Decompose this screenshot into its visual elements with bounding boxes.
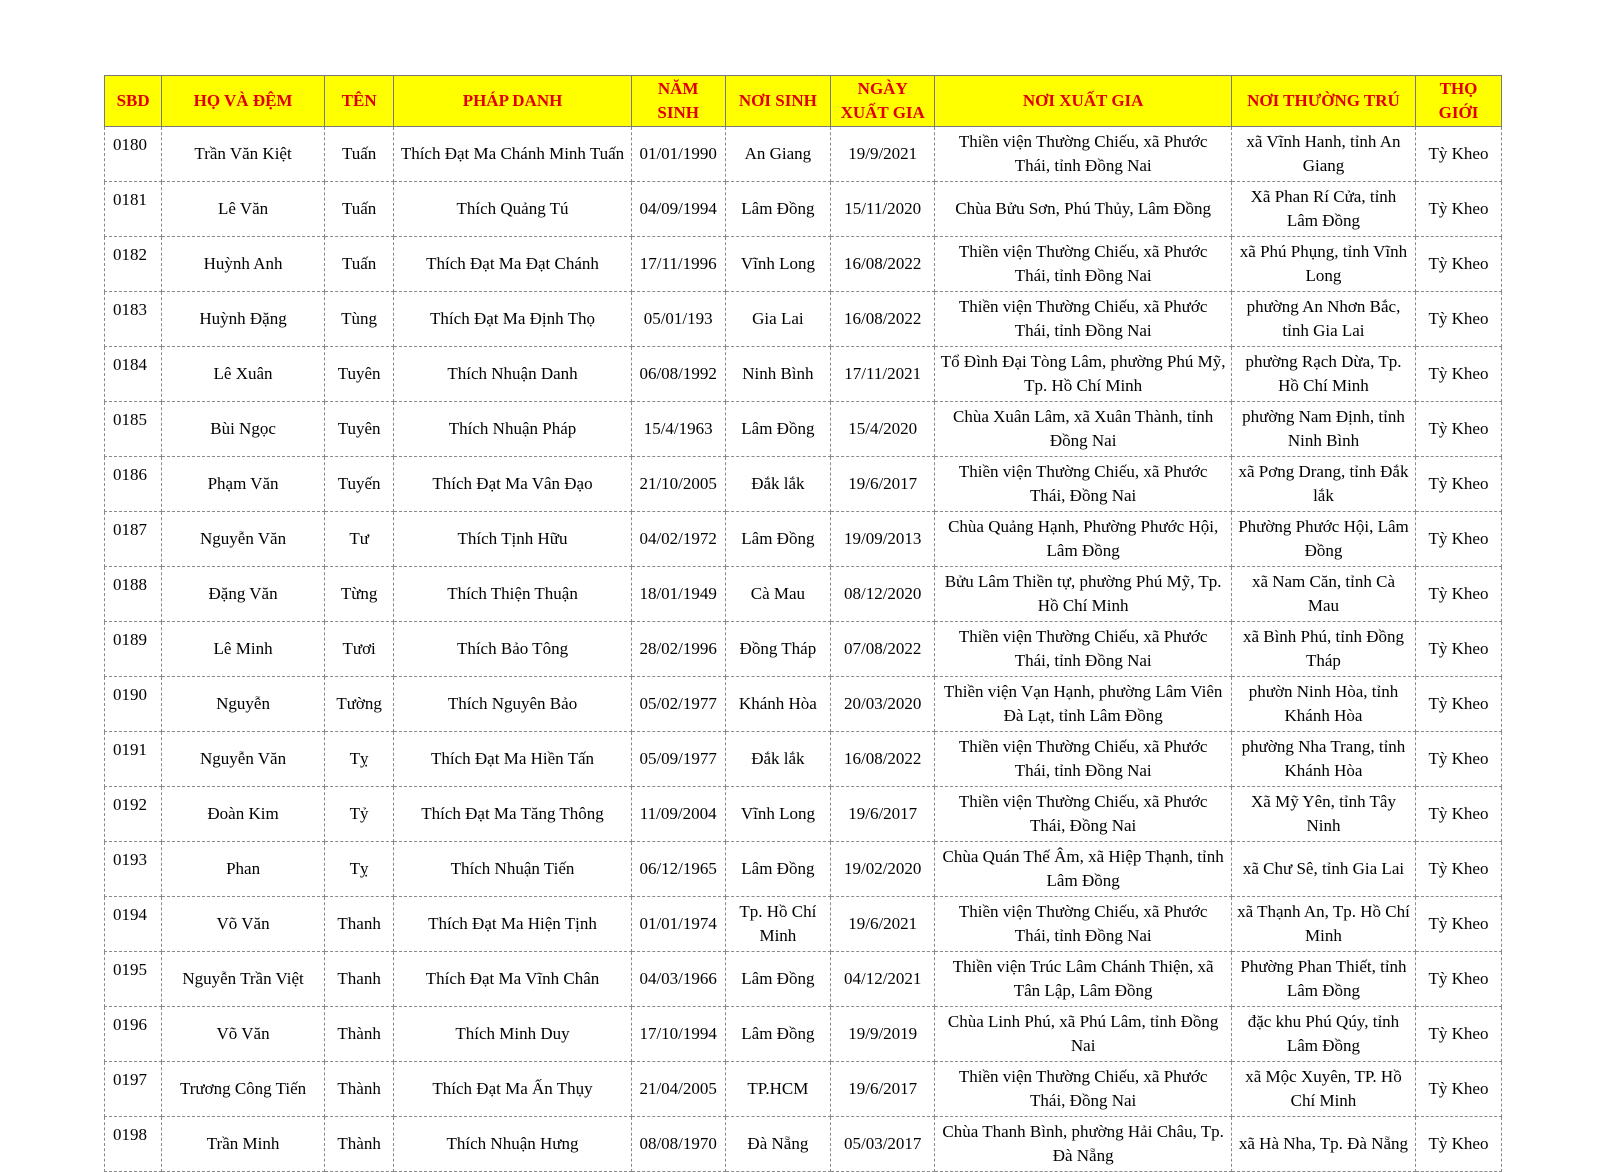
tho-gioi-cell: Tỳ Kheo <box>1416 182 1502 237</box>
noi-thuong-tru-cell: đặc khu Phú Qúy, tỉnh Lâm Đồng <box>1231 1007 1415 1062</box>
tho-gioi-cell: Tỳ Kheo <box>1416 952 1502 1007</box>
noi-sinh-cell: Lâm Đồng <box>725 402 830 457</box>
ngay-xuat-gia-cell: 16/08/2022 <box>831 732 935 787</box>
phap-danh-cell: Thích Nhuận Hưng <box>394 1117 631 1172</box>
noi-sinh-cell: Lâm Đồng <box>725 1007 830 1062</box>
sbd-cell: 0191 <box>105 732 162 787</box>
phap-danh-cell: Thích Đạt Ma Định Thọ <box>394 292 631 347</box>
sbd-cell: 0195 <box>105 952 162 1007</box>
sbd-cell: 0190 <box>105 677 162 732</box>
ho-va-dem-cell: Trần Minh <box>162 1117 325 1172</box>
nam-sinh-cell: 06/12/1965 <box>631 842 725 897</box>
sbd-cell: 0196 <box>105 1007 162 1062</box>
table-row <box>105 842 1502 897</box>
noi-xuat-gia-cell: Chùa Linh Phú, xã Phú Lâm, tỉnh Đồng Nai <box>935 1007 1232 1062</box>
noi-sinh-cell: Khánh Hòa <box>725 677 830 732</box>
noi-sinh-cell: Đắk lắk <box>725 457 830 512</box>
ten-cell: Thành <box>324 1117 394 1172</box>
phap-danh-cell: Thích Bảo Tông <box>394 622 631 677</box>
noi-thuong-tru-cell: xã Thạnh An, Tp. Hồ Chí Minh <box>1231 897 1415 952</box>
noi-xuat-gia-cell: Bửu Lâm Thiền tự, phường Phú Mỹ, Tp. Hồ Chí Minh <box>935 567 1232 622</box>
ten-cell: Tuấn <box>324 237 394 292</box>
ho-va-dem-cell: Lê Văn <box>162 182 325 237</box>
nam-sinh-cell: 04/03/1966 <box>631 952 725 1007</box>
noi-sinh-cell: Gia Lai <box>725 292 830 347</box>
ngay-xuat-gia-cell: 19/6/2017 <box>831 1062 935 1117</box>
nam-sinh-cell: 28/02/1996 <box>631 622 725 677</box>
sbd-cell: 0193 <box>105 842 162 897</box>
noi-thuong-tru-cell: xã Mộc Xuyên, TP. Hồ Chí Minh <box>1231 1062 1415 1117</box>
table-row <box>105 457 1502 512</box>
sbd-cell: 0198 <box>105 1117 162 1172</box>
tho-gioi-cell: Tỳ Kheo <box>1416 622 1502 677</box>
ngay-xuat-gia-cell: 15/4/2020 <box>831 402 935 457</box>
table-body <box>105 127 1502 1172</box>
phap-danh-cell: Thích Đạt Ma Vĩnh Chân <box>394 952 631 1007</box>
noi-sinh-cell: TP.HCM <box>725 1062 830 1117</box>
ten-cell: Tường <box>324 677 394 732</box>
tho-gioi-cell: Tỳ Kheo <box>1416 787 1502 842</box>
sbd-cell: 0184 <box>105 347 162 402</box>
header-phap-danh: PHÁP DANH <box>394 76 631 127</box>
tho-gioi-cell: Tỳ Kheo <box>1416 457 1502 512</box>
noi-sinh-cell: Ninh Bình <box>725 347 830 402</box>
noi-xuat-gia-cell: Chùa Xuân Lâm, xã Xuân Thành, tỉnh Đồng Nai <box>935 402 1232 457</box>
ho-va-dem-cell: Nguyễn Văn <box>162 512 325 567</box>
table-row <box>105 182 1502 237</box>
ngay-xuat-gia-cell: 19/02/2020 <box>831 842 935 897</box>
ho-va-dem-cell: Bùi Ngọc <box>162 402 325 457</box>
tho-gioi-cell: Tỳ Kheo <box>1416 402 1502 457</box>
table-header <box>105 76 1502 127</box>
phap-danh-cell: Thích Nhuận Tiến <box>394 842 631 897</box>
ten-cell: Tuấn <box>324 127 394 182</box>
nam-sinh-cell: 21/10/2005 <box>631 457 725 512</box>
tho-gioi-cell: Tỳ Kheo <box>1416 1117 1502 1172</box>
header-noi-xuat-gia: NƠI XUẤT GIA <box>935 76 1232 127</box>
ho-va-dem-cell: Phạm Văn <box>162 457 325 512</box>
header-row <box>105 76 1502 127</box>
ten-cell: Tỵ <box>324 732 394 787</box>
noi-sinh-cell: Vĩnh Long <box>725 237 830 292</box>
tho-gioi-cell: Tỳ Kheo <box>1416 1007 1502 1062</box>
noi-xuat-gia-cell: Thiền viện Thường Chiếu, xã Phước Thái, tỉnh Đồng Nai <box>935 292 1232 347</box>
noi-sinh-cell: Đắk lắk <box>725 732 830 787</box>
ho-va-dem-cell: Lê Minh <box>162 622 325 677</box>
noi-xuat-gia-cell: Thiền viện Thường Chiếu, xã Phước Thái, tỉnh Đồng Nai <box>935 897 1232 952</box>
nam-sinh-cell: 08/08/1970 <box>631 1117 725 1172</box>
phap-danh-cell: Thích Nhuận Danh <box>394 347 631 402</box>
tho-gioi-cell: Tỳ Kheo <box>1416 347 1502 402</box>
sbd-cell: 0182 <box>105 237 162 292</box>
noi-sinh-cell: Vĩnh Long <box>725 787 830 842</box>
ngay-xuat-gia-cell: 16/08/2022 <box>831 292 935 347</box>
ngay-xuat-gia-cell: 07/08/2022 <box>831 622 935 677</box>
nam-sinh-cell: 04/02/1972 <box>631 512 725 567</box>
header-noi-sinh: NƠI SINH <box>725 76 830 127</box>
sbd-cell: 0192 <box>105 787 162 842</box>
ten-cell: Thanh <box>324 952 394 1007</box>
phap-danh-cell: Thích Tịnh Hữu <box>394 512 631 567</box>
noi-xuat-gia-cell: Thiền viện Thường Chiếu, xã Phước Thái, tỉnh Đồng Nai <box>935 127 1232 182</box>
ngay-xuat-gia-cell: 19/6/2021 <box>831 897 935 952</box>
phap-danh-cell: Thích Minh Duy <box>394 1007 631 1062</box>
phap-danh-cell: Thích Đạt Ma Ấn Thụy <box>394 1062 631 1117</box>
noi-xuat-gia-cell: Chùa Quán Thế Âm, xã Hiệp Thạnh, tỉnh Lâm Đồng <box>935 842 1232 897</box>
nam-sinh-cell: 18/01/1949 <box>631 567 725 622</box>
sbd-cell: 0183 <box>105 292 162 347</box>
tho-gioi-cell: Tỳ Kheo <box>1416 237 1502 292</box>
ngay-xuat-gia-cell: 19/6/2017 <box>831 787 935 842</box>
ho-va-dem-cell: Đoàn Kim <box>162 787 325 842</box>
ho-va-dem-cell: Võ Văn <box>162 897 325 952</box>
phap-danh-cell: Thích Đạt Ma Chánh Minh Tuấn <box>394 127 631 182</box>
tho-gioi-cell: Tỳ Kheo <box>1416 292 1502 347</box>
sbd-cell: 0197 <box>105 1062 162 1117</box>
sbd-cell: 0181 <box>105 182 162 237</box>
table-row <box>105 1117 1502 1172</box>
noi-thuong-tru-cell: xã Pơng Drang, tỉnh Đắk lắk <box>1231 457 1415 512</box>
tho-gioi-cell: Tỳ Kheo <box>1416 1062 1502 1117</box>
table-row <box>105 1062 1502 1117</box>
noi-sinh-cell: Lâm Đồng <box>725 182 830 237</box>
nam-sinh-cell: 17/11/1996 <box>631 237 725 292</box>
table-row <box>105 402 1502 457</box>
phap-danh-cell: Thích Đạt Ma Hiện Tịnh <box>394 897 631 952</box>
ten-cell: Từng <box>324 567 394 622</box>
noi-thuong-tru-cell: xã Nam Căn, tỉnh Cà Mau <box>1231 567 1415 622</box>
header-tho-gioi: THỌ GIỚI <box>1416 76 1502 127</box>
nam-sinh-cell: 06/08/1992 <box>631 347 725 402</box>
noi-xuat-gia-cell: Thiền viện Thường Chiếu, xã Phước Thái, tỉnh Đồng Nai <box>935 622 1232 677</box>
ten-cell: Tỷ <box>324 787 394 842</box>
phap-danh-cell: Thích Đạt Ma Hiền Tấn <box>394 732 631 787</box>
ngay-xuat-gia-cell: 08/12/2020 <box>831 567 935 622</box>
nam-sinh-cell: 17/10/1994 <box>631 1007 725 1062</box>
nam-sinh-cell: 05/01/193 <box>631 292 725 347</box>
table-row <box>105 567 1502 622</box>
tho-gioi-cell: Tỳ Kheo <box>1416 732 1502 787</box>
nam-sinh-cell: 21/04/2005 <box>631 1062 725 1117</box>
ngay-xuat-gia-cell: 17/11/2021 <box>831 347 935 402</box>
noi-xuat-gia-cell: Chùa Thanh Bình, phường Hải Châu, Tp. Đà Nẵng <box>935 1117 1232 1172</box>
tho-gioi-cell: Tỳ Kheo <box>1416 567 1502 622</box>
ho-va-dem-cell: Huỳnh Đặng <box>162 292 325 347</box>
nam-sinh-cell: 01/01/1990 <box>631 127 725 182</box>
ngay-xuat-gia-cell: 05/03/2017 <box>831 1117 935 1172</box>
table-row <box>105 897 1502 952</box>
table-row <box>105 292 1502 347</box>
ngay-xuat-gia-cell: 19/09/2013 <box>831 512 935 567</box>
table-row <box>105 732 1502 787</box>
ho-va-dem-cell: Nguyễn <box>162 677 325 732</box>
noi-xuat-gia-cell: Thiền viện Thường Chiếu, xã Phước Thái, Đồng Nai <box>935 457 1232 512</box>
noi-sinh-cell: Lâm Đồng <box>725 512 830 567</box>
table-row <box>105 127 1502 182</box>
noi-xuat-gia-cell: Thiền viện Thường Chiếu, xã Phước Thái, Đồng Nai <box>935 787 1232 842</box>
phap-danh-cell: Thích Nhuận Pháp <box>394 402 631 457</box>
ten-cell: Tư <box>324 512 394 567</box>
table-row <box>105 787 1502 842</box>
noi-xuat-gia-cell: Chùa Bửu Sơn, Phú Thủy, Lâm Đồng <box>935 182 1232 237</box>
nam-sinh-cell: 15/4/1963 <box>631 402 725 457</box>
ngay-xuat-gia-cell: 19/9/2021 <box>831 127 935 182</box>
header-sbd: SBD <box>105 76 162 127</box>
ten-cell: Tùng <box>324 292 394 347</box>
ten-cell: Tuyến <box>324 457 394 512</box>
ho-va-dem-cell: Võ Văn <box>162 1007 325 1062</box>
noi-thuong-tru-cell: phường Rạch Dừa, Tp. Hồ Chí Minh <box>1231 347 1415 402</box>
tho-gioi-cell: Tỳ Kheo <box>1416 677 1502 732</box>
ten-cell: Tuyên <box>324 347 394 402</box>
sbd-cell: 0180 <box>105 127 162 182</box>
header-nam-sinh: NĂM SINH <box>631 76 725 127</box>
noi-sinh-cell: Đà Nẵng <box>725 1117 830 1172</box>
tho-gioi-cell: Tỳ Kheo <box>1416 897 1502 952</box>
header-ngay-xuat-gia: NGÀY XUẤT GIA <box>831 76 935 127</box>
sbd-cell: 0194 <box>105 897 162 952</box>
ho-va-dem-cell: Phan <box>162 842 325 897</box>
ten-cell: Thanh <box>324 897 394 952</box>
ho-va-dem-cell: Trương Công Tiến <box>162 1062 325 1117</box>
nam-sinh-cell: 05/02/1977 <box>631 677 725 732</box>
noi-xuat-gia-cell: Thiền viện Thường Chiếu, xã Phước Thái, tỉnh Đồng Nai <box>935 732 1232 787</box>
noi-xuat-gia-cell: Thiền viện Thường Chiếu, xã Phước Thái, Đồng Nai <box>935 1062 1232 1117</box>
ten-cell: Tươi <box>324 622 394 677</box>
noi-thuong-tru-cell: xã Bình Phú, tỉnh Đồng Tháp <box>1231 622 1415 677</box>
ngay-xuat-gia-cell: 04/12/2021 <box>831 952 935 1007</box>
ho-va-dem-cell: Nguyễn Văn <box>162 732 325 787</box>
noi-sinh-cell: Lâm Đồng <box>725 842 830 897</box>
table-row <box>105 1007 1502 1062</box>
sbd-cell: 0187 <box>105 512 162 567</box>
ngay-xuat-gia-cell: 20/03/2020 <box>831 677 935 732</box>
noi-sinh-cell: Lâm Đồng <box>725 952 830 1007</box>
noi-xuat-gia-cell: Thiền viện Trúc Lâm Chánh Thiện, xã Tân Lập, Lâm Đồng <box>935 952 1232 1007</box>
phap-danh-cell: Thích Đạt Ma Tăng Thông <box>394 787 631 842</box>
noi-sinh-cell: An Giang <box>725 127 830 182</box>
noi-thuong-tru-cell: xã Phú Phụng, tỉnh Vĩnh Long <box>1231 237 1415 292</box>
nam-sinh-cell: 11/09/2004 <box>631 787 725 842</box>
header-ten: TÊN <box>324 76 394 127</box>
phap-danh-cell: Thích Thiện Thuận <box>394 567 631 622</box>
nam-sinh-cell: 05/09/1977 <box>631 732 725 787</box>
tho-gioi-cell: Tỳ Kheo <box>1416 842 1502 897</box>
nam-sinh-cell: 04/09/1994 <box>631 182 725 237</box>
ngay-xuat-gia-cell: 15/11/2020 <box>831 182 935 237</box>
ho-va-dem-cell: Đặng Văn <box>162 567 325 622</box>
header-noi-thuong-tru: NƠI THƯỜNG TRÚ <box>1231 76 1415 127</box>
noi-thuong-tru-cell: phường Nam Định, tỉnh Ninh Bình <box>1231 402 1415 457</box>
table-row <box>105 622 1502 677</box>
noi-xuat-gia-cell: Tổ Đình Đại Tòng Lâm, phường Phú Mỹ, Tp. Hồ Chí Minh <box>935 347 1232 402</box>
noi-xuat-gia-cell: Thiền viện Vạn Hạnh, phường Lâm Viên Đà Lạt, tỉnh Lâm Đồng <box>935 677 1232 732</box>
noi-sinh-cell: Đồng Tháp <box>725 622 830 677</box>
header-ho-va-dem: HỌ VÀ ĐỆM <box>162 76 325 127</box>
table-row <box>105 677 1502 732</box>
noi-thuong-tru-cell: xã Hà Nha, Tp. Đà Nẵng <box>1231 1117 1415 1172</box>
table-row <box>105 512 1502 567</box>
noi-xuat-gia-cell: Chùa Quảng Hạnh, Phường Phước Hội, Lâm Đồng <box>935 512 1232 567</box>
noi-thuong-tru-cell: Phường Phước Hội, Lâm Đồng <box>1231 512 1415 567</box>
tho-gioi-cell: Tỳ Kheo <box>1416 127 1502 182</box>
sbd-cell: 0185 <box>105 402 162 457</box>
noi-thuong-tru-cell: phườn Ninh Hòa, tỉnh Khánh Hòa <box>1231 677 1415 732</box>
noi-thuong-tru-cell: phường Nha Trang, tỉnh Khánh Hòa <box>1231 732 1415 787</box>
noi-thuong-tru-cell: Xã Phan Rí Cửa, tỉnh Lâm Đồng <box>1231 182 1415 237</box>
phap-danh-cell: Thích Đạt Ma Vân Đạo <box>394 457 631 512</box>
ngay-xuat-gia-cell: 19/9/2019 <box>831 1007 935 1062</box>
ho-va-dem-cell: Trần Văn Kiệt <box>162 127 325 182</box>
ten-cell: Thành <box>324 1062 394 1117</box>
noi-thuong-tru-cell: xã Vĩnh Hanh, tỉnh An Giang <box>1231 127 1415 182</box>
table-row <box>105 347 1502 402</box>
phap-danh-cell: Thích Đạt Ma Đạt Chánh <box>394 237 631 292</box>
tho-gioi-cell: Tỳ Kheo <box>1416 512 1502 567</box>
noi-thuong-tru-cell: Phường Phan Thiết, tỉnh Lâm Đồng <box>1231 952 1415 1007</box>
ten-cell: Tỵ <box>324 842 394 897</box>
table-row <box>105 952 1502 1007</box>
phap-danh-cell: Thích Nguyên Bảo <box>394 677 631 732</box>
noi-thuong-tru-cell: Xã Mỹ Yên, tỉnh Tây Ninh <box>1231 787 1415 842</box>
ho-va-dem-cell: Lê Xuân <box>162 347 325 402</box>
sbd-cell: 0186 <box>105 457 162 512</box>
ho-va-dem-cell: Huỳnh Anh <box>162 237 325 292</box>
ten-cell: Tuyên <box>324 402 394 457</box>
sbd-cell: 0188 <box>105 567 162 622</box>
ten-cell: Thành <box>324 1007 394 1062</box>
noi-sinh-cell: Tp. Hồ Chí Minh <box>725 897 830 952</box>
phap-danh-cell: Thích Quảng Tú <box>394 182 631 237</box>
ngay-xuat-gia-cell: 16/08/2022 <box>831 237 935 292</box>
noi-sinh-cell: Cà Mau <box>725 567 830 622</box>
candidate-table <box>104 75 1502 1172</box>
noi-thuong-tru-cell: xã Chư Sê, tỉnh Gia Lai <box>1231 842 1415 897</box>
ten-cell: Tuấn <box>324 182 394 237</box>
sbd-cell: 0189 <box>105 622 162 677</box>
noi-xuat-gia-cell: Thiền viện Thường Chiếu, xã Phước Thái, tỉnh Đồng Nai <box>935 237 1232 292</box>
ho-va-dem-cell: Nguyễn Trần Việt <box>162 952 325 1007</box>
ngay-xuat-gia-cell: 19/6/2017 <box>831 457 935 512</box>
table-row <box>105 237 1502 292</box>
noi-thuong-tru-cell: phường An Nhơn Bắc, tỉnh Gia Lai <box>1231 292 1415 347</box>
nam-sinh-cell: 01/01/1974 <box>631 897 725 952</box>
